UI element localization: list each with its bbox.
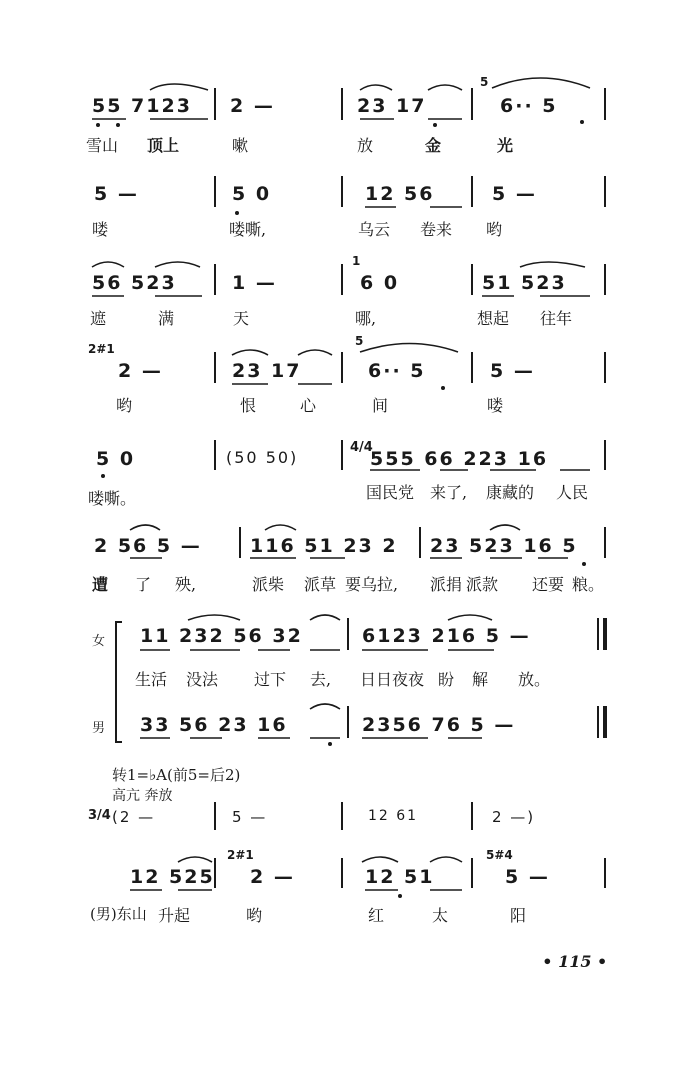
row5-lyric-1: 喽嘶。 xyxy=(88,489,137,508)
row5-lyric-2: 国民党 xyxy=(366,483,415,502)
duet-lyric-1: 生活 xyxy=(135,670,168,689)
row6-lyric-4: 派柴 xyxy=(252,575,285,594)
row2-m1: 5 — xyxy=(94,183,139,205)
row5-lyric-3: 来了, xyxy=(430,483,468,502)
intro-m1: (2 — xyxy=(112,808,156,826)
row1-grace: 5 xyxy=(480,75,489,89)
duet-lyric-8: 放。 xyxy=(518,670,551,689)
last-m3: 12 51 xyxy=(365,866,435,888)
female-label: 女 xyxy=(92,634,106,649)
page-number-value: 115 xyxy=(558,952,592,971)
row1-lyric-3: 嗽 xyxy=(232,136,249,155)
female-part-m1: 11 232 56 32 xyxy=(140,625,303,647)
row1-lyric-2: 顶上 xyxy=(147,136,180,155)
row6-lyric-7: 派捐 xyxy=(430,575,463,594)
row6-lyric-6: 要乌拉, xyxy=(345,575,399,594)
female-part-m2: 6123 216 5 — xyxy=(362,625,531,647)
row1-lyric-4: 放 xyxy=(357,136,374,155)
row4-m2: 23 17 xyxy=(232,360,302,382)
row5-lyric-5: 人民 xyxy=(556,483,589,502)
row3-m3: 6 0 xyxy=(360,272,400,294)
row1-lyric-1: 雪山 xyxy=(86,136,119,155)
row2-m4: 5 — xyxy=(492,183,537,205)
duet-lyric-3: 过下 xyxy=(254,670,287,689)
row6-m2: 116 51 23 2 xyxy=(250,535,398,557)
male-part-m2: 2356 76 5 — xyxy=(362,714,516,736)
row2-m3: 12 56 xyxy=(365,183,435,205)
row6-m1: 2 56 5 — xyxy=(94,535,202,557)
row1-m4: 6·· 5 xyxy=(500,95,558,117)
row4-lyric-3: 心 xyxy=(300,396,317,415)
row5-time-signature: 4/4 xyxy=(350,440,373,455)
row6-m3: 23 523 16 5 xyxy=(430,535,578,557)
row6-lyric-1: 遭 xyxy=(92,575,109,594)
row6-lyric-3: 殃, xyxy=(175,575,197,594)
duet-lyric-2: 没法 xyxy=(186,670,219,689)
last-lyric-6: 阳 xyxy=(510,906,527,925)
row4-lyric-2: 恨 xyxy=(240,396,257,415)
row3-lyric-5: 想起 xyxy=(477,309,510,328)
intro-m2: 5 — xyxy=(232,808,268,826)
last-lyric-1: (男)东山 xyxy=(90,905,147,923)
intro-m3: 12 61 xyxy=(368,808,419,824)
row4-m1: 2 — xyxy=(118,360,163,382)
row3-m2: 1 — xyxy=(232,272,277,294)
row4-grace-2: 5 xyxy=(355,334,364,348)
male-label: 男 xyxy=(92,721,106,736)
row3-lyric-3: 天 xyxy=(233,309,250,328)
row3-m1: 56 523 xyxy=(92,272,177,294)
last-lyric-4: 红 xyxy=(368,906,385,925)
duet-lyric-7: 解 xyxy=(472,670,489,689)
row6-lyric-9: 还要 xyxy=(532,575,565,594)
row1-lyric-6: 光 xyxy=(497,136,514,155)
duet-lyric-5: 日日夜夜 xyxy=(360,670,425,689)
row3-grace: 1 xyxy=(352,254,361,268)
row5-m1: 5 0 xyxy=(96,448,136,470)
row2-lyric-1: 喽 xyxy=(92,220,109,239)
intro-time-signature: 3/4 xyxy=(88,808,111,823)
last-grace-1: 2#1 xyxy=(227,848,254,862)
row3-lyric-6: 往年 xyxy=(540,309,573,328)
row4-lyric-4: 间 xyxy=(372,396,389,415)
last-m2: 2 — xyxy=(250,866,295,888)
row2-m2: 5 0 xyxy=(232,183,272,205)
row2-lyric-3: 乌云 xyxy=(358,220,391,239)
row1-m3: 23 17 xyxy=(357,95,427,117)
row3-lyric-4: 哪, xyxy=(355,309,377,328)
row4-m3: 6·· 5 xyxy=(368,360,426,382)
row1-m2: 2 — xyxy=(230,95,275,117)
last-m4: 5 — xyxy=(505,866,550,888)
row2-lyric-5: 哟 xyxy=(486,220,503,239)
row4-lyric-5: 喽 xyxy=(487,396,504,415)
row6-lyric-2: 了 xyxy=(135,575,152,594)
row4-lyric-1: 哟 xyxy=(116,396,133,415)
last-lyric-3: 哟 xyxy=(246,906,263,925)
male-part-m1: 33 56 23 16 xyxy=(140,714,288,736)
row5-lyric-4: 康藏的 xyxy=(486,483,535,502)
row4-grace-1: 2#1 xyxy=(88,342,115,356)
row1-m1: 55 7123 xyxy=(92,95,192,117)
row4-m4: 5 — xyxy=(490,360,535,382)
row3-lyric-2: 满 xyxy=(158,309,175,328)
row2-lyric-2: 喽嘶, xyxy=(229,220,267,239)
last-m1: 12 525 xyxy=(130,866,215,888)
last-grace-2: 5#4 xyxy=(486,848,513,862)
last-lyric-2: 升起 xyxy=(158,906,191,925)
row6-lyric-5: 派草 xyxy=(304,575,337,594)
duet-lyric-4: 去, xyxy=(310,670,332,689)
last-lyric-5: 太 xyxy=(432,906,449,925)
row5-m2: (50 50) xyxy=(226,448,299,467)
row1-lyric-5: 金 xyxy=(425,136,442,155)
page-number: • 115 • xyxy=(542,952,608,971)
row2-lyric-4: 卷来 xyxy=(420,220,453,239)
row6-lyric-10: 粮。 xyxy=(572,575,605,594)
tempo-marking: 高亢 奔放 xyxy=(112,788,173,804)
row5-m3: 555 66 223 16 xyxy=(370,448,549,470)
row3-m4: 51 523 xyxy=(482,272,567,294)
intro-m4: 2 —) xyxy=(492,808,536,826)
row6-lyric-8: 派款 xyxy=(466,575,499,594)
duet-lyric-6: 盼 xyxy=(438,670,455,689)
row3-lyric-1: 遮 xyxy=(90,309,107,328)
modulation-text: 转1=♭A(前5=后2) xyxy=(112,766,241,784)
